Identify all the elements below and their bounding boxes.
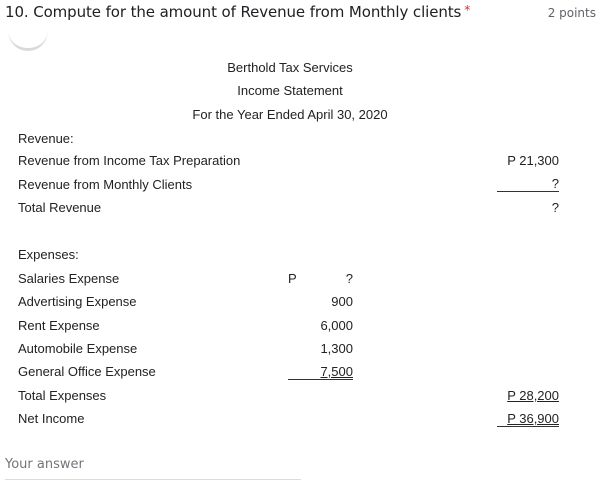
expense-row-prefix: P bbox=[288, 271, 297, 286]
revenue-row-label: Total Revenue bbox=[18, 200, 102, 215]
underline-rule bbox=[288, 379, 353, 380]
income-statement-image bbox=[0, 38, 606, 438]
company-name: Berthold Tax Services bbox=[227, 60, 353, 75]
question-text: 10. Compute for the amount of Revenue from Monthly clients bbox=[5, 3, 462, 21]
expense-row-label: General Office Expense bbox=[18, 364, 156, 379]
expense-row-value: 1,300 bbox=[320, 341, 353, 356]
revenue-row-label: Revenue from Monthly Clients bbox=[18, 177, 193, 192]
expense-row-value: 6,000 bbox=[320, 318, 353, 333]
statement-period: For the Year Ended April 30, 2020 bbox=[192, 107, 388, 122]
expense-row-label: Salaries Expense bbox=[18, 271, 120, 286]
underline-rule bbox=[497, 191, 559, 192]
revenue-row-value: P 21,300 bbox=[507, 153, 559, 168]
expense-row-label: Automobile Expense bbox=[18, 341, 138, 356]
question-title bbox=[5, 3, 470, 21]
statement-name: Income Statement bbox=[237, 83, 343, 98]
total-expenses-value: P 28,200 bbox=[507, 388, 559, 403]
required-asterisk: * bbox=[464, 3, 471, 17]
double-underline-rule bbox=[497, 426, 559, 427]
expense-row-value: ? bbox=[345, 271, 353, 286]
revenue-row-label: Revenue from Income Tax Preparation bbox=[18, 153, 241, 168]
answer-input-underline bbox=[5, 479, 301, 480]
net-income-value: P 36,900 bbox=[507, 411, 559, 426]
expense-row-label: Rent Expense bbox=[18, 318, 100, 333]
expense-row-value: 900 bbox=[331, 294, 353, 309]
expenses-header: Expenses: bbox=[18, 247, 79, 262]
image-edge-decoration bbox=[8, 26, 48, 51]
revenue-row-value: ? bbox=[551, 200, 559, 215]
net-income-label: Net Income bbox=[18, 411, 85, 426]
revenue-row-value: ? bbox=[551, 176, 559, 191]
revenue-header: Revenue: bbox=[18, 131, 74, 146]
total-expenses-label: Total Expenses bbox=[18, 388, 107, 403]
expense-row-value: 7,500 bbox=[320, 364, 353, 379]
points-label: 2 points bbox=[547, 6, 596, 20]
answer-input[interactable]: Your answer bbox=[5, 457, 84, 472]
expense-row-label: Advertising Expense bbox=[18, 294, 137, 309]
